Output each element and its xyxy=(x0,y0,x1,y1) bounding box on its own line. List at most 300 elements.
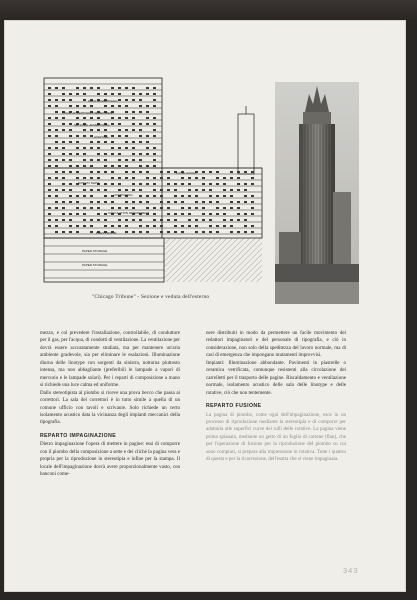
desk-mark xyxy=(251,183,254,185)
desk-mark xyxy=(69,231,72,233)
desk-mark xyxy=(111,117,114,119)
desk-mark xyxy=(97,219,100,221)
desk-mark xyxy=(244,201,247,203)
desk-mark xyxy=(69,99,72,101)
desk-mark xyxy=(139,225,142,227)
desk-mark xyxy=(132,177,135,179)
desk-mark xyxy=(111,201,114,203)
desk-mark xyxy=(153,93,156,95)
desk-mark xyxy=(153,165,156,167)
desk-mark xyxy=(132,231,135,233)
desk-mark xyxy=(202,213,205,215)
desk-mark xyxy=(48,207,51,209)
desk-mark xyxy=(132,117,135,119)
desk-mark xyxy=(174,189,177,191)
desk-mark xyxy=(62,129,65,131)
desk-mark xyxy=(125,129,128,131)
desk-mark xyxy=(125,99,128,101)
desk-mark xyxy=(181,201,184,203)
desk-mark xyxy=(251,171,254,173)
desk-mark xyxy=(146,123,149,125)
desk-mark xyxy=(90,171,93,173)
desk-mark xyxy=(90,129,93,131)
desk-mark xyxy=(83,165,86,167)
desk-mark xyxy=(90,201,93,203)
desk-mark xyxy=(104,105,107,107)
desk-mark xyxy=(195,207,198,209)
desk-mark xyxy=(83,99,86,101)
desk-mark xyxy=(202,171,205,173)
desk-mark xyxy=(139,135,142,137)
desk-mark xyxy=(153,99,156,101)
desk-mark xyxy=(76,93,79,95)
desk-mark xyxy=(132,219,135,221)
desk-mark xyxy=(90,189,93,191)
desk-mark xyxy=(146,225,149,227)
desk-mark xyxy=(209,219,212,221)
desk-mark xyxy=(244,195,247,197)
label-press-room: PRESS ROOM xyxy=(96,231,117,235)
desk-mark xyxy=(174,201,177,203)
desk-mark xyxy=(118,105,121,107)
desk-mark xyxy=(174,231,177,233)
desk-mark xyxy=(125,171,128,173)
desk-mark xyxy=(69,183,72,185)
desk-mark xyxy=(146,153,149,155)
desk-mark xyxy=(174,219,177,221)
label-sunday-dept: SUNDAY DEPT. xyxy=(78,181,100,185)
figure-caption: "Chicago Tribune" - Sezione e veduta dell'esterno xyxy=(92,294,210,300)
desk-mark xyxy=(83,219,86,221)
desk-mark xyxy=(111,171,114,173)
desk-mark xyxy=(62,213,65,215)
desk-mark xyxy=(174,225,177,227)
desk-mark xyxy=(69,141,72,143)
desk-mark xyxy=(48,123,51,125)
desk-mark xyxy=(153,213,156,215)
desk-mark xyxy=(216,195,219,197)
desk-mark xyxy=(216,183,219,185)
desk-mark xyxy=(167,201,170,203)
desk-mark xyxy=(118,147,121,149)
desk-mark xyxy=(76,177,79,179)
desk-mark xyxy=(76,87,79,89)
desk-mark xyxy=(97,141,100,143)
desk-mark xyxy=(160,177,163,179)
desk-mark xyxy=(237,183,240,185)
desk-mark xyxy=(237,207,240,209)
desk-mark xyxy=(118,135,121,137)
desk-mark xyxy=(62,171,65,173)
desk-mark xyxy=(111,165,114,167)
desk-mark xyxy=(97,207,100,209)
desk-mark xyxy=(104,201,107,203)
desk-mark xyxy=(139,195,142,197)
desk-mark xyxy=(83,213,86,215)
desk-mark xyxy=(76,213,79,215)
desk-mark xyxy=(139,105,142,107)
desk-mark xyxy=(48,189,51,191)
desk-mark xyxy=(48,225,51,227)
desk-mark xyxy=(62,189,65,191)
desk-mark xyxy=(251,177,254,179)
desk-mark xyxy=(118,129,121,131)
desk-mark xyxy=(237,189,240,191)
desk-mark xyxy=(132,147,135,149)
desk-mark xyxy=(125,201,128,203)
desk-mark xyxy=(125,219,128,221)
desk-mark xyxy=(48,213,51,215)
desk-mark xyxy=(55,171,58,173)
desk-mark xyxy=(125,135,128,137)
desk-mark xyxy=(230,189,233,191)
desk-mark xyxy=(244,189,247,191)
desk-mark xyxy=(111,147,114,149)
desk-mark xyxy=(188,207,191,209)
text-column-right xyxy=(206,330,346,464)
desk-mark xyxy=(69,219,72,221)
desk-mark xyxy=(55,207,58,209)
desk-mark xyxy=(62,207,65,209)
desk-mark xyxy=(83,117,86,119)
desk-mark xyxy=(97,129,100,131)
desk-mark xyxy=(202,183,205,185)
desk-mark xyxy=(139,201,142,203)
desk-mark xyxy=(153,183,156,185)
desk-mark xyxy=(48,105,51,107)
desk-mark xyxy=(167,189,170,191)
desk-mark xyxy=(97,213,100,215)
paragraph: mezzo, e col prevedere l'installazione, controllabile, di condutture per il gas, per l'acqua, di condotti di ventilazione. La ventilazione per dovrà essere accuratamente studiata, ma per mantenere un'aria ambiente gradevole, sia per eliminare le esalazioni. Illuminazione diurna delle linotype con sorgenti da sinistra, notturna piuttosto intensa, ma non abbagliante (preferibili le lampade a vapori di mercurio e le lampade solari). Per i reparti di composizione a mano si richiede una luce calma ed uniforme. xyxy=(40,330,180,389)
desk-mark xyxy=(237,201,240,203)
desk-mark xyxy=(216,177,219,179)
desk-mark xyxy=(83,105,86,107)
desk-mark xyxy=(251,207,254,209)
desk-mark xyxy=(125,231,128,233)
desk-mark xyxy=(244,213,247,215)
label-paper-storage: PAPER STORAGE xyxy=(82,249,108,253)
desk-mark xyxy=(195,189,198,191)
desk-mark xyxy=(55,147,58,149)
desk-mark xyxy=(209,213,212,215)
desk-mark xyxy=(69,129,72,131)
desk-mark xyxy=(181,177,184,179)
paragraph: Dallo stereotipista al piombo si riceve una prova becco che passa ai correttori. La sala dei correttori è in tutto simile a quella di un comune ufficio con tavoli e scrivanie. Solo richiede un certo isolamento acustico data la vicinanza degli impianti meccanici della tipografia. xyxy=(40,389,180,426)
desk-mark xyxy=(139,165,142,167)
desk-mark xyxy=(195,201,198,203)
desk-mark xyxy=(146,87,149,89)
desk-mark xyxy=(83,159,86,161)
desk-mark xyxy=(83,129,86,131)
desk-mark xyxy=(174,213,177,215)
desk-mark xyxy=(139,183,142,185)
desk-mark xyxy=(69,195,72,197)
desk-mark xyxy=(48,87,51,89)
desk-mark xyxy=(181,231,184,233)
section-heading: REPARTO FUSIONE xyxy=(206,403,262,410)
desk-mark xyxy=(118,87,121,89)
desk-mark xyxy=(153,159,156,161)
desk-mark xyxy=(202,219,205,221)
desk-mark xyxy=(104,219,107,221)
desk-mark xyxy=(104,195,107,197)
desk-mark xyxy=(139,171,142,173)
desk-mark xyxy=(160,171,163,173)
desk-mark xyxy=(69,189,72,191)
label-paper-storage-2: PAPER STORAGE xyxy=(82,263,108,267)
desk-mark xyxy=(244,183,247,185)
desk-mark xyxy=(132,87,135,89)
desk-mark xyxy=(160,195,163,197)
desk-mark xyxy=(188,219,191,221)
desk-mark xyxy=(76,207,79,209)
desk-mark xyxy=(104,129,107,131)
desk-mark xyxy=(139,189,142,191)
desk-mark xyxy=(237,177,240,179)
desk-mark xyxy=(216,207,219,209)
desk-mark xyxy=(237,219,240,221)
desk-mark xyxy=(55,117,58,119)
desk-mark xyxy=(62,93,65,95)
desk-mark xyxy=(69,93,72,95)
desk-mark xyxy=(160,201,163,203)
desk-mark xyxy=(146,117,149,119)
desk-mark xyxy=(118,165,121,167)
desk-mark xyxy=(97,171,100,173)
desk-mark xyxy=(209,195,212,197)
desk-mark xyxy=(153,225,156,227)
desk-mark xyxy=(209,189,212,191)
desk-mark xyxy=(174,195,177,197)
desk-mark xyxy=(48,159,51,161)
desk-mark xyxy=(230,201,233,203)
desk-mark xyxy=(216,171,219,173)
desk-mark xyxy=(132,159,135,161)
desk-mark xyxy=(125,177,128,179)
desk-mark xyxy=(90,135,93,137)
desk-mark xyxy=(251,213,254,215)
desk-mark xyxy=(118,159,121,161)
desk-mark xyxy=(90,141,93,143)
paragraph: nere distribuiti in modo da permettere un facile movimento dei redattori impaginatori e del personale di tipografia, e ciò in considerazione, non solo della speditezza del lavoro normale, ma di casi di emergenza che impongano mutamenti improvvisi. xyxy=(206,330,346,359)
desk-mark xyxy=(188,195,191,197)
desk-mark xyxy=(55,129,58,131)
desk-mark xyxy=(55,105,58,107)
desk-mark xyxy=(153,117,156,119)
desk-mark xyxy=(62,147,65,149)
desk-mark xyxy=(195,231,198,233)
desk-mark xyxy=(69,135,72,137)
desk-mark xyxy=(118,183,121,185)
desk-mark xyxy=(90,87,93,89)
label-auditing: AUDITING xyxy=(94,135,109,139)
desk-mark xyxy=(160,231,163,233)
desk-mark xyxy=(104,153,107,155)
desk-mark xyxy=(160,189,163,191)
desk-mark xyxy=(111,141,114,143)
desk-mark xyxy=(139,153,142,155)
desk-mark xyxy=(223,189,226,191)
desk-mark xyxy=(209,183,212,185)
desk-mark xyxy=(139,141,142,143)
desk-mark xyxy=(160,207,163,209)
desk-mark xyxy=(55,201,58,203)
desk-mark xyxy=(62,201,65,203)
desk-mark xyxy=(104,165,107,167)
desk-mark xyxy=(76,147,79,149)
desk-mark xyxy=(62,141,65,143)
desk-mark xyxy=(181,183,184,185)
desk-mark xyxy=(97,189,100,191)
desk-mark xyxy=(62,123,65,125)
desk-mark xyxy=(90,219,93,221)
desk-mark xyxy=(132,183,135,185)
desk-mark xyxy=(48,117,51,119)
desk-mark xyxy=(216,213,219,215)
paragraph-faded: La pagina di piombo, come ogni dell'impaginazione, esce in un processo di riproduzione mediante la stereotipia e di comporre per adattarla alle superfici curve dei rulli delle rotative. La pagina viene prima spianata, mediante un getto di un foglio di cartone (flan), che per l'operazione di fusione per la riproduzione del piombo su cui sono compiuti, si prepara alla impressione in rotativa. Tutte i quattro di questa e per la ricorrezione, dell'esatta che si viene impaginata. xyxy=(206,411,346,463)
desk-mark xyxy=(83,195,86,197)
desk-mark xyxy=(153,135,156,137)
desk-mark xyxy=(230,207,233,209)
desk-mark xyxy=(146,147,149,149)
desk-mark xyxy=(125,165,128,167)
desk-mark xyxy=(118,189,121,191)
desk-mark xyxy=(111,225,114,227)
desk-mark xyxy=(83,177,86,179)
desk-mark xyxy=(188,189,191,191)
desk-mark xyxy=(104,93,107,95)
desk-mark xyxy=(62,99,65,101)
desk-mark xyxy=(55,219,58,221)
desk-mark xyxy=(62,87,65,89)
label-national-advertising: NATIONAL ADVERTISING xyxy=(74,123,110,127)
desk-mark xyxy=(146,93,149,95)
desk-mark xyxy=(146,111,149,113)
desk-mark xyxy=(153,177,156,179)
desk-mark xyxy=(167,183,170,185)
desk-mark xyxy=(76,171,79,173)
desk-mark xyxy=(55,177,58,179)
desk-mark xyxy=(62,183,65,185)
tower-exterior-photo xyxy=(275,82,359,304)
desk-mark xyxy=(48,183,51,185)
desk-mark xyxy=(132,129,135,131)
desk-mark xyxy=(125,117,128,119)
desk-mark xyxy=(90,225,93,227)
label-local-room: LOCAL ROOM xyxy=(176,171,196,175)
desk-mark xyxy=(97,159,100,161)
desk-mark xyxy=(118,117,121,119)
desk-mark xyxy=(132,201,135,203)
desk-mark xyxy=(55,87,58,89)
desk-mark xyxy=(90,231,93,233)
desk-mark xyxy=(97,177,100,179)
desk-mark xyxy=(97,117,100,119)
page-number: 343 xyxy=(343,566,359,575)
desk-mark xyxy=(202,231,205,233)
desk-mark xyxy=(237,213,240,215)
desk-mark xyxy=(69,123,72,125)
desk-mark xyxy=(83,225,86,227)
desk-mark xyxy=(237,231,240,233)
desk-mark xyxy=(153,123,156,125)
desk-mark xyxy=(76,141,79,143)
desk-mark xyxy=(139,111,142,113)
desk-mark xyxy=(111,87,114,89)
desk-mark xyxy=(97,87,100,89)
desk-mark xyxy=(132,207,135,209)
desk-mark xyxy=(69,171,72,173)
desk-mark xyxy=(118,93,121,95)
desk-mark xyxy=(153,105,156,107)
desk-mark xyxy=(146,207,149,209)
desk-mark xyxy=(76,201,79,203)
desk-mark xyxy=(188,213,191,215)
desk-mark xyxy=(69,201,72,203)
desk-mark xyxy=(139,159,142,161)
desk-mark xyxy=(223,207,226,209)
desk-mark xyxy=(48,135,51,137)
desk-mark xyxy=(146,171,149,173)
desk-mark xyxy=(139,93,142,95)
desk-mark xyxy=(139,231,142,233)
desk-mark xyxy=(132,93,135,95)
desk-mark xyxy=(153,219,156,221)
desk-mark xyxy=(76,117,79,119)
label-circulation: CIRCULATION DEPARTMENT xyxy=(108,211,150,215)
desk-mark xyxy=(76,195,79,197)
desk-mark xyxy=(146,177,149,179)
desk-mark xyxy=(181,195,184,197)
desk-mark xyxy=(125,189,128,191)
desk-mark xyxy=(153,129,156,131)
desk-mark xyxy=(62,153,65,155)
desk-mark xyxy=(104,189,107,191)
desk-mark xyxy=(181,207,184,209)
building-section-drawing xyxy=(38,76,266,294)
desk-mark xyxy=(97,201,100,203)
desk-mark xyxy=(132,189,135,191)
desk-mark xyxy=(62,219,65,221)
desk-mark xyxy=(223,195,226,197)
desk-mark xyxy=(48,93,51,95)
desk-mark xyxy=(69,153,72,155)
desk-mark xyxy=(111,93,114,95)
desk-mark xyxy=(167,177,170,179)
desk-mark xyxy=(62,177,65,179)
desk-mark xyxy=(90,105,93,107)
desk-mark xyxy=(132,171,135,173)
desk-mark xyxy=(83,87,86,89)
desk-mark xyxy=(118,123,121,125)
desk-mark xyxy=(223,183,226,185)
desk-mark xyxy=(97,153,100,155)
desk-mark xyxy=(97,147,100,149)
desk-mark xyxy=(83,93,86,95)
desk-mark xyxy=(55,141,58,143)
desk-mark xyxy=(55,225,58,227)
desk-mark xyxy=(125,141,128,143)
desk-mark xyxy=(90,207,93,209)
desk-mark xyxy=(104,213,107,215)
desk-mark xyxy=(209,171,212,173)
desk-mark xyxy=(132,153,135,155)
ground-hatching xyxy=(164,238,262,282)
desk-mark xyxy=(188,225,191,227)
desk-mark xyxy=(153,207,156,209)
desk-mark xyxy=(167,207,170,209)
desk-mark xyxy=(62,159,65,161)
